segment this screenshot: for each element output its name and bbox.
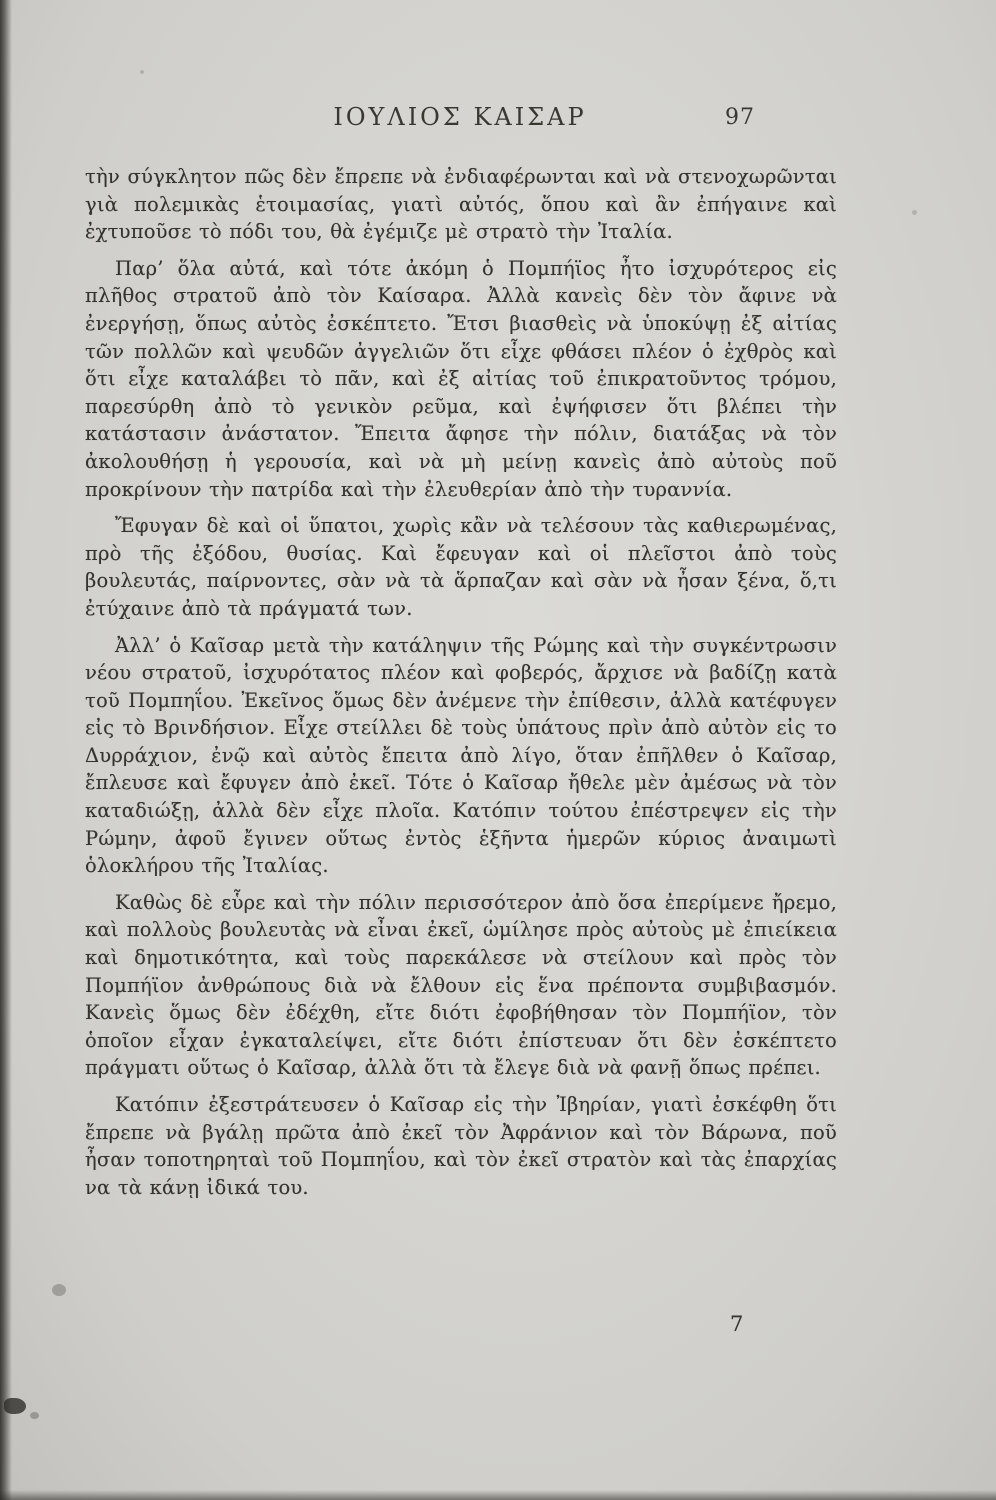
running-title: ΙΟΥΛΙΟΣ ΚΑΙΣΑΡ: [333, 103, 587, 131]
paragraph: Κατόπιν ἐξεστράτευσεν ὁ Καῖσαρ εἰς τὴν Ἰβηρίαν, γιατὶ ἐσκέφθη ὅτι ἔπρεπε νὰ βγάλῃ πρῶτα ἀπὸ ἐκεῖ τὸν Ἀφράνιον καὶ τὸν Βάρωνα, ποῦ ἦσαν τοποτηρηταὶ τοῦ Πομπηΐου, καὶ τὸν ἐκεῖ στρατὸν καὶ τὰς ἐπαρχίας να τὰ κάνῃ ἰδικά του.: [85, 1093, 837, 1199]
signature-number: 7: [730, 1312, 744, 1336]
page-header: [85, 103, 835, 143]
paragraph: Ἀλλ’ ὁ Καῖσαρ μετὰ τὴν κατάληψιν τῆς Ρώμης καὶ τὴν συγκέντρωσιν νέου στρατοῦ, ἰσχυρότατος πλέον καὶ φοβερός, ἄρχισε νὰ βαδίζῃ κατὰ τοῦ Πομπηΐου. Ἐκεῖνος ὅμως δὲν ἀνέμενε τὴν ἐπίθεσιν, ἀλλὰ κατέφυγεν εἰς τὸ Βρινδήσιον. Εἶχε στείλλει δὲ τοὺς ὑπάτους πρὶν ἀπὸ αὐτὸν εἰς το Δυρράχιον, ἐνῷ καὶ αὐτὸς ἔπειτα ἀπὸ λίγο, ὅταν ἐπῆλθεν ὁ Καῖσαρ, ἔπλευσε καὶ ἔφυγεν ἀπὸ ἐκεῖ. Τότε ὁ Καῖσαρ ἤθελε μὲν ἀμέσως νὰ τὸν καταδιώξῃ, ἀλλὰ δὲν εἶχε πλοῖα. Κατόπιν τούτου ἐπέστρεψεν εἰς τὴν Ρώμην, ἀφοῦ ἔγινεν οὕτως ἐντὸς ἑξῆντα ἡμερῶν κύριος ἀναιμωτὶ ὁλοκλήρου τῆς Ἰταλίας.: [85, 633, 837, 878]
scan-speck: [52, 1284, 66, 1296]
page-number: 97: [725, 105, 755, 130]
scan-speck: [912, 210, 917, 215]
paragraph-continuation: τὴν σύγκλητον πῶς δὲν ἔπρεπε νὰ ἐνδιαφέρωνται καὶ νὰ στενοχωρῶνται γιὰ πολεμικὰς ἑτοιμασίας, γιατὶ αὐτός, ὅπου καὶ ἂν ἐπήγαινε καὶ ἐχτυποῦσε τὸ πόδι του, θὰ ἐγέμιζε μὲ στρατὸ τὴν Ἰταλία.: [85, 165, 837, 244]
scan-speck: [4, 1398, 26, 1414]
scan-edge-shadow-left: [0, 0, 12, 1500]
paragraph: Ἔφυγαν δὲ καὶ οἱ ὕπατοι, χωρὶς κἂν νὰ τελέσουν τὰς καθιερωμένας, πρὸ τῆς ἐξόδου, θυσίας. Καὶ ἔφευγαν καὶ οἱ πλεῖστοι ἀπὸ τοὺς βουλευτάς, παίρνοντες, σὰν νὰ τὰ ἅρπαζαν καὶ σὰν νὰ ἦσαν ξένα, ὅ,τι ἐτύχαινε ἀπὸ τὰ πράγματά των.: [85, 514, 837, 620]
paragraph: Καθὼς δὲ εὗρε καὶ τὴν πόλιν περισσότερον ἀπὸ ὅσα ἐπερίμενε ἤρεμο, καὶ πολλοὺς βουλευτὰς νὰ εἶναι ἐκεῖ, ὡμίλησε πρὸς αὐτοὺς μὲ ἐπιείκεια καὶ δημοτικότητα, καὶ τοὺς παρεκάλεσε νὰ στείλουν καὶ πρὸς τὸν Πομπήϊον ἀνθρώπους διὰ νὰ ἔλθουν εἰς ἕνα πρέποντα συμβιβασμόν. Κανεὶς ὅμως δὲν ἐδέχθη, εἴτε διότι ἐφοβήθησαν τὸν Πομπήϊον, τὸν ὁποῖον εἶχαν ἐγκαταλείψει, εἴτε διότι ἐπίστευαν ὅτι δὲν ἐσκέπτετο πράγματι οὕτως ὁ Καῖσαρ, ἀλλὰ ὅτι τὰ ἔλεγε διὰ νὰ φανῇ ὅπως πρέπει.: [85, 890, 837, 1080]
scan-edge-shadow-bottom: [0, 1490, 996, 1500]
paragraph: Παρ’ ὅλα αὐτά, καὶ τότε ἀκόμη ὁ Πομπήϊος ἦτο ἰσχυρότερος εἰς πλῆθος στρατοῦ ἀπὸ τὸν Καίσαρα. Ἀλλὰ κανεὶς δὲν τὸν ἄφινε νὰ ἐνεργήσῃ, ὅπως αὐτὸς ἐσκέπτετο. Ἔτσι βιασθεὶς νὰ ὑποκύψῃ ἐξ αἰτίας τῶν πολλῶν καὶ ψευδῶν ἀγγελιῶν ὅτι εἶχε φθάσει πλέον ὁ ἐχθρὸς καὶ ὅτι εἶχε καταλάβει τὸ πᾶν, καὶ ἐξ αἰτίας τοῦ ἐπικρατοῦντος τρόμου, παρεσύρθη ἀπὸ τὸ γενικὸν ρεῦμα, καὶ ἐψήφισεν ὅτι βλέπει τὴν κατάστασιν ἀνάστατον. Ἔπειτα ἄφησε τὴν πόλιν, διατάξας νὰ τὸν ἀκολουθήσῃ ἡ γερουσία, καὶ νὰ μὴ μείνῃ κανεὶς ἀπὸ αὐτοὺς ποῦ προκρίνουν τὴν πατρίδα καὶ τὴν ἐλευθερίαν ἀπὸ τὴν τυραννία.: [85, 256, 837, 501]
scan-speck: [140, 70, 144, 74]
text-block: [85, 163, 837, 1201]
scan-speck: [30, 1412, 39, 1419]
